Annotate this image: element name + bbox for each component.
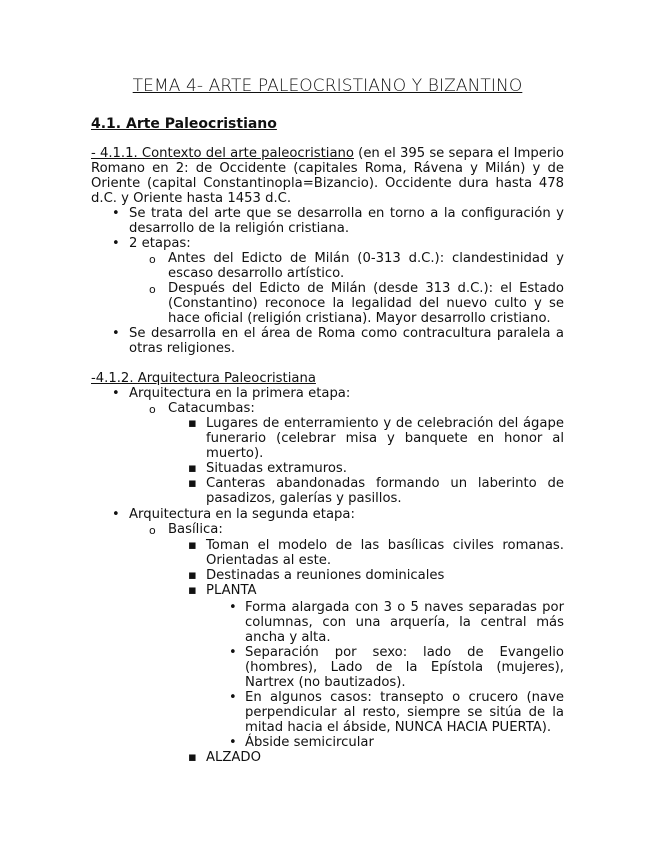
bullet-square-icon xyxy=(188,583,197,598)
list-item-line: Nartrex (no bautizados). xyxy=(245,675,406,690)
list-item-line: Arquitectura en la segunda etapa: xyxy=(129,507,355,522)
paragraph-text: (en el 395 se separa el Imperio xyxy=(353,146,564,161)
list-item-line: funerario (celebrar misa y banquete en honor al xyxy=(206,431,564,446)
list-item-line: Antes del Edicto de Milán (0-313 d.C.): clandestinidad y xyxy=(168,251,564,266)
list-item-line: columnas, con una arquería, la central más xyxy=(245,615,564,630)
bullet-disc-icon xyxy=(112,326,120,341)
bullet-circle-icon xyxy=(149,523,156,538)
subsection-heading: - 4.1.1. Contexto del arte paleocristiano xyxy=(91,146,354,161)
list-item-line: Toman el modelo de las basílicas civiles romanas. xyxy=(206,538,564,553)
list-item-line: ancha y alta. xyxy=(245,630,331,645)
section-heading: 4.1. Arte Paleocristiano xyxy=(91,116,277,132)
bullet-disc-icon xyxy=(229,735,237,750)
list-item-line: Catacumbas: xyxy=(168,401,255,416)
list-item-line: Después del Edicto de Milán (desde 313 d.C.): el Estado xyxy=(168,281,564,296)
paragraph-line: d.C. y Oriente hasta 1453 d.C. xyxy=(91,191,292,206)
list-item-line: (Constantino) reconoce la legalidad del nuevo culto y se xyxy=(168,296,564,311)
list-item-line: desarrollo de la religión cristiana. xyxy=(129,221,350,236)
paragraph-line: Oriente (capital Constantinopla=Bizancio). Occidente dura hasta 478 xyxy=(91,176,564,191)
bullet-disc-icon xyxy=(112,206,120,221)
bullet-disc-icon xyxy=(229,600,237,615)
list-item-line: Se trata del arte que se desarrolla en torno a la configuración y xyxy=(129,206,564,221)
list-item-line: Ábside semicircular xyxy=(245,735,374,750)
list-item-line: Separación por sexo: lado de Evangelio xyxy=(245,645,564,660)
list-item-line: hace oficial (religión cristiana). Mayor desarrollo cristiano. xyxy=(168,311,551,326)
list-item-line: ALZADO xyxy=(206,750,261,765)
bullet-square-icon xyxy=(188,538,197,553)
subsection-heading: -4.1.2. Arquitectura Paleocristiana xyxy=(91,371,316,386)
bullet-disc-icon xyxy=(229,645,237,660)
bullet-circle-icon xyxy=(149,252,156,267)
page-title: TEMA 4- ARTE PALEOCRISTIANO Y BIZANTINO xyxy=(132,76,523,96)
list-item-line: muerto). xyxy=(206,446,264,461)
bullet-disc-icon xyxy=(112,386,120,401)
list-item-line: Canteras abandonadas formando un laberinto de xyxy=(206,476,564,491)
list-item-line: Forma alargada con 3 o 5 naves separadas por xyxy=(245,600,564,615)
list-item-line: PLANTA xyxy=(206,583,257,598)
bullet-square-icon xyxy=(188,476,197,491)
bullet-square-icon xyxy=(188,416,197,431)
list-item-line: perpendicular al resto, siempre se sitúa de la xyxy=(245,705,564,720)
list-item-line: 2 etapas: xyxy=(129,236,191,251)
list-item-line: pasadizos, galerías y pasillos. xyxy=(206,491,402,506)
bullet-disc-icon xyxy=(112,236,120,251)
list-item-line: (hombres), Lado de la Epístola (mujeres), xyxy=(245,660,564,675)
paragraph-line: Romano en 2: de Occidente (capitales Roma, Rávena y Milán) y de xyxy=(91,161,564,176)
bullet-square-icon xyxy=(188,750,197,765)
bullet-square-icon xyxy=(188,461,197,476)
list-item-line: Situadas extramuros. xyxy=(206,461,347,476)
list-item-line: Destinadas a reuniones dominicales xyxy=(206,568,445,583)
list-item-line: mitad hacia el ábside, NUNCA HACIA PUERTA). xyxy=(245,720,552,735)
bullet-square-icon xyxy=(188,568,197,583)
list-item-line: En algunos casos: transepto o crucero (nave xyxy=(245,690,564,705)
list-item-line: Lugares de enterramiento y de celebración del ágape xyxy=(206,416,564,431)
list-item-line: Arquitectura en la primera etapa: xyxy=(129,386,351,401)
list-item-line: otras religiones. xyxy=(129,341,236,356)
bullet-disc-icon xyxy=(112,507,120,522)
list-item-line: escaso desarrollo artístico. xyxy=(168,266,345,281)
bullet-circle-icon xyxy=(149,282,156,297)
bullet-circle-icon xyxy=(149,402,156,417)
list-item-line: Orientadas al este. xyxy=(206,553,332,568)
list-item-line: Se desarrolla en el área de Roma como contracultura paralela a xyxy=(129,326,564,341)
paragraph-line xyxy=(91,146,564,161)
list-item-line: Basílica: xyxy=(168,522,223,537)
bullet-disc-icon xyxy=(229,690,237,705)
